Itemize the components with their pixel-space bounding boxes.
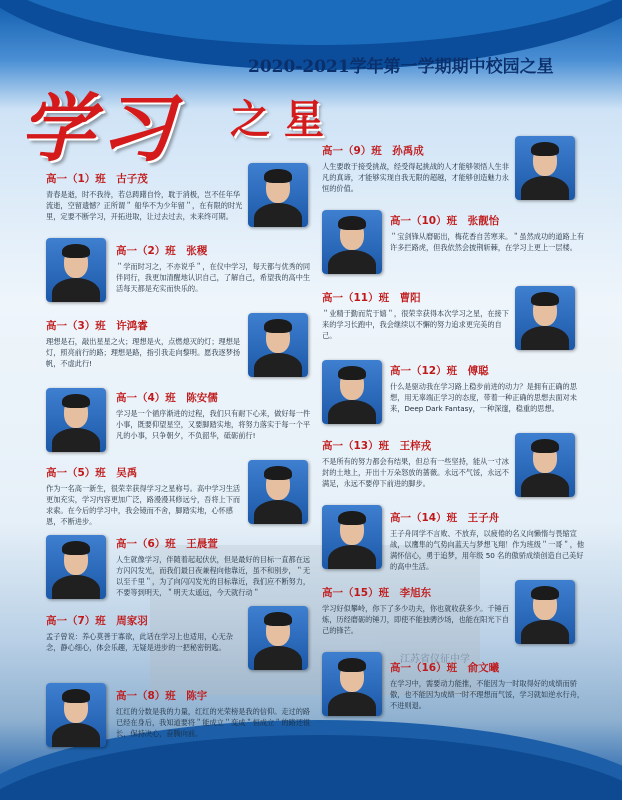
student-photo-6: [46, 535, 106, 599]
student-photo-9: [515, 136, 575, 200]
student-quote: 学习好似攀岭，你下了多少功夫，你也就收获多少。千锤百炼，历经磨砺的锤刀，即使不能独骋沙场，也能在阳光下自己的锋芒。: [322, 604, 509, 635]
student-entry-14: [390, 510, 586, 572]
student-photo-12: [322, 360, 382, 424]
student-quote: 不是所有的努力都会有结果，但总有一些坚持，能从一寸冰封的土地上，开出十万朵怒放的蔷薇。永远不气馁，永远不满足，永远不要停下前进的脚步。: [322, 457, 509, 488]
student-photo-1: [248, 163, 308, 227]
student-photo-4: [46, 388, 106, 452]
student-entry-7: [46, 613, 246, 653]
student-class-name: 高一（11）班 曹阳: [322, 292, 421, 304]
school-sign: 江苏省仪征中学: [400, 654, 470, 665]
student-photo-5: [248, 460, 308, 524]
student-quote: 王子舟同学不言败、不放弃，以疲倦的名义向懒惰与畏缩宣战，以鹰隼的气势向蓝天与梦想飞翔！作为班级＂一哥＂，他满怀信心，勇于追梦，用年级 50 名的傲骄成绩创造自己美好的高中生活。: [390, 529, 585, 571]
student-photo-13: [515, 433, 575, 497]
student-photo-10: [322, 210, 382, 274]
student-entry-8: [116, 688, 316, 739]
student-class-name: 高一（5）班 吴禹: [46, 467, 138, 479]
student-class-name: 高一（7）班 周家羽: [46, 615, 148, 627]
student-entry-12: [390, 363, 586, 414]
student-photo-15: [515, 580, 575, 644]
student-photo-11: [515, 286, 575, 350]
student-class-name: 高一（2）班 张稷: [116, 245, 208, 257]
poster-subtitle: 2020-2021学年第一学期期中校园之星: [248, 57, 554, 77]
student-quote: 作为一名高一新生，很荣幸获得学习之星称号。高中学习生活更加充实，学习内容更加广泛，路漫漫其修远兮，吾将上下而求索。在今后的学习中，我会镜而不舍，脚踏实地，心怀感恩，不断进步。: [46, 484, 241, 526]
student-quote: ＂业精于勤而荒于嬉＂，很荣幸获得本次学习之星，在接下来的学习长跑中，我会继续以不懈的努力追求更完美的自己。: [322, 309, 509, 340]
student-photo-3: [248, 313, 308, 377]
student-class-name: 高一（16）班 俞文曦: [390, 662, 500, 674]
student-quote: 理想是石，敲出星星之火；理想是火，点燃熄灭的灯；理想是灯，照亮前行的路；理想是路，指引我走向黎明。愿我逐梦扬帆，不虚此行!: [46, 337, 241, 368]
student-entry-6: [116, 536, 316, 598]
student-quote: 青春是逝，时不我待，若总踌躇自怜，耽于消极，岂不任年华流逝，空留遗憾？正所谓＂ 船华不为少年留＂，在有限的时光里，定要不断学习，开拓进取，让过去过去，未来终可期。: [46, 190, 243, 221]
student-quote: ＂学而时习之，不亦说乎＂，在仪中学习，每天都与优秀的同伴同行，我更加清醒地认识自己，了解自己，希望我的高中生活每天都是充实而快乐的。: [116, 262, 311, 293]
student-quote: 在学习中，需要动力能推，不能因为一时取得好的成绩而骄傲，也不能因为成绩一时不理想而气馁，学习就如逆水行舟，不进则退。: [390, 679, 585, 710]
student-photo-2: [46, 238, 106, 302]
student-class-name: 高一（3）班 许鸿睿: [46, 320, 148, 332]
student-class-name: 高一（1）班 古子茂: [46, 173, 148, 185]
student-photo-14: [322, 505, 382, 569]
student-class-name: 高一（8）班 陈宇: [116, 690, 208, 702]
student-photo-8: [46, 683, 106, 747]
student-entry-3: [46, 318, 246, 369]
poster-title-main: 学习: [20, 86, 180, 172]
student-class-name: 高一（9）班 孙禹成: [322, 145, 424, 157]
student-class-name: 高一（14）班 王子舟: [390, 512, 500, 524]
student-quote: ＂宝剑锋从磨砺出，梅花香自苦寒来。＂虽然成功的道路上有许多拦路虎，但我依然会披荆斩棘，在学习上更上一层楼。: [390, 232, 585, 252]
student-class-name: 高一（15）班 李旭东: [322, 587, 432, 599]
student-quote: 学习是一个循序渐进的过程，我们只有耐下心来，做好每一件小事，既要仰望星空，又要脚踏实地，将努力落实于每一个平凡的小事，只争朝夕，不负韶华，砥砺前行!: [116, 409, 311, 440]
student-quote: 人生就像学习，伴随着起起伏伏，但是最好的目标一直都在远方闪闪发光，而我们最日夜兼程向他靠近，虽不和别步，＂无以至千里＂，为了向闪闪发光的目标靠近，我们应不断努力，不要等到明天，＂明天太遥远，今天就行动＂: [116, 555, 311, 597]
student-entry-4: [116, 390, 316, 441]
student-class-name: 高一（13）班 王梓戎: [322, 440, 432, 452]
student-class-name: 高一（4）班 陈安儒: [116, 392, 218, 404]
student-quote: 孟子曾说：养心莫善于寡欲，此话在学习上也适用，心无杂念，静心细心，体会乐趣，无疑是进步的一把秘密钥匙。: [46, 632, 233, 652]
student-quote: 红红的分数是我的力量，红红的光荣榜是我的信仰。走过的路已经在身后，我知道要将＂能成立＂变成＂恒成立＂的路还很长，保持决心，奋腾向前。: [116, 707, 311, 738]
poster-title-sub: 之星: [230, 96, 338, 143]
student-entry-11: [322, 290, 512, 341]
student-class-name: 高一（6）班 王晨萱: [116, 538, 218, 550]
student-entry-2: [116, 243, 316, 294]
student-photo-7: [248, 606, 308, 670]
student-entry-16: [390, 660, 586, 711]
student-quote: 人生要敢于接受挑战，经受得起挑战的人才能够领悟人生非凡的真谛，才能够实现自我无限的超越，才能够创造魅力永恒的价值。: [322, 162, 509, 193]
student-entry-10: [390, 213, 586, 253]
student-entry-15: [322, 585, 512, 636]
student-entry-9: [322, 143, 512, 194]
student-entry-1: [46, 171, 246, 222]
student-entry-5: [46, 465, 246, 527]
student-quote: 什么是驱动我在学习路上稳步前进的动力？是拥有正确的思想，用无辜端正学习的态度，带着一种正确的思想去面对未来，Deep Dark Fantasy，一种深邃，稳重的思想。: [390, 382, 577, 413]
student-class-name: 高一（12）班 傅聪: [390, 365, 489, 377]
student-photo-16: [322, 652, 382, 716]
student-class-name: 高一（10）班 张靓怡: [390, 215, 500, 227]
student-entry-13: [322, 438, 512, 489]
